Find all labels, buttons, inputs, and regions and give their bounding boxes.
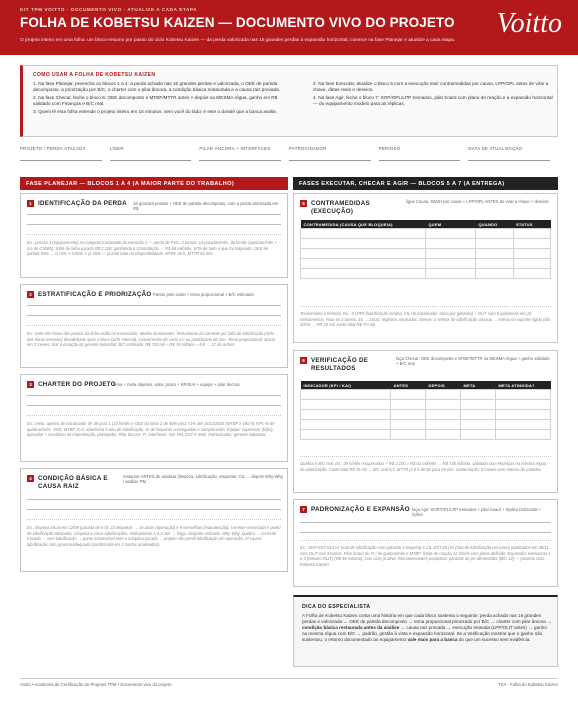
table-row: [301, 269, 551, 279]
meta-label: PERÍODO: [378, 146, 401, 151]
table-cell[interactable]: [301, 410, 391, 420]
table-row: [301, 400, 551, 410]
table-cell[interactable]: [496, 390, 551, 400]
how-to-left-column: [33, 81, 293, 117]
table-cell[interactable]: [301, 390, 391, 400]
meta-label: PATROCINADOR: [289, 146, 327, 151]
expert-tip-text: [302, 613, 552, 643]
table-cell[interactable]: [426, 410, 461, 420]
voitto-logo: Voitto: [496, 8, 562, 39]
meta-line: [110, 160, 192, 161]
table-cell[interactable]: [461, 390, 496, 400]
block-6-verification: [293, 350, 558, 493]
page-title: FOLHA DE KOBETSU KAIZEN — DOCUMENTO VIVO DO PROJETO: [20, 15, 455, 30]
header-kicker: KIT TPM VOITTO · DOCUMENTO VIVO · ATUALIZE A CADA ETAPA: [20, 7, 198, 12]
write-line[interactable]: [27, 224, 281, 225]
table-cell[interactable]: [476, 239, 514, 249]
meta-line: [379, 160, 461, 161]
how-to-step: 3. Quem lê esta folha entende o projeto inteiro em 15 minutos, sem você do lado: é este o dossiê que a banca avalia.: [33, 109, 277, 115]
meta-field-period[interactable]: [379, 146, 469, 166]
write-line[interactable]: [27, 509, 281, 510]
write-line[interactable]: [300, 456, 551, 457]
block-number: 3: [27, 381, 34, 388]
meta-field-sponsor[interactable]: [289, 146, 379, 166]
table-row: [301, 410, 551, 420]
block-title: VERIFICAÇÃO DE RESULTADOS: [311, 357, 369, 372]
table-cell[interactable]: [461, 400, 496, 410]
expert-tip-box: [293, 595, 558, 667]
block-title: CONDIÇÃO BÁSICA E CAUSA RAIZ: [38, 475, 108, 490]
block-example: Ex.: limpeza inicial em 12/09 (parada de 6 h): 23 etiquetas → 14 azuis (operação) e 9 vermelhas (manutenção); corrente ressecada e ponto de lubrificação obstruído. Limpeza e cinco lubrificações. Alinhamento a 0,3 mm → folga, conjunto esticado. Why-Why: quebra → corrente travada → sem lubrificação → ponto inacessível sem a máquina parada → projeto não prevê lubrificação em operação. 2ª causa: lubrificação com graxa inadequada (confirmada em 3 modos analisados).: [27, 525, 281, 547]
table-header: QUANDO: [476, 220, 514, 229]
table-cell[interactable]: [496, 410, 551, 420]
table-cell[interactable]: [513, 249, 551, 259]
table-cell[interactable]: [301, 430, 391, 440]
how-to-use-box: [20, 65, 558, 137]
table-cell[interactable]: [426, 400, 461, 410]
table-cell[interactable]: [301, 229, 426, 239]
table-cell[interactable]: [426, 390, 461, 400]
block-2-stratification: [20, 284, 288, 368]
phase-plan-bar: FASE PLANEJAR — BLOCOS 1 A 4 (A MAIOR PARTE DO TRABALHO): [20, 177, 288, 190]
how-to-step: 2. Na fase Checar, feche o bloco 6: OEE decomposto e MTBF/MTTR antes × depois na MESMA régua, ganho em R$ validado com Finanças e B/C real.: [33, 95, 278, 107]
block-title: PADRONIZAÇÃO E EXPANSÃO: [311, 506, 410, 513]
footer-left: Voitto • Academia de Certificação de Projetos TPM • Documento vivo do projeto: [20, 682, 172, 687]
table-cell[interactable]: [461, 410, 496, 420]
table-row: [301, 259, 551, 269]
block-hint: ligue Causa, 5W2H por causa + LPP/OPL ANTES de virar a chave + desvios: [406, 199, 549, 204]
block-title: IDENTIFICAÇÃO DA PERDA: [38, 200, 127, 207]
expert-text: A Folha de Kobetsu Kaizen conta uma história em que cada bloco sustenta o seguinte: perda achada nas 16 grandes perdas e valorizada → OEE de partida decomposto → tema proporcional priorizado por B/C → charter com pilar âncora →: [302, 613, 552, 625]
block-3-project-charter: [20, 374, 288, 462]
block-title: ESTRATIFICAÇÃO E PRIORIZAÇÃO: [38, 291, 152, 298]
write-line[interactable]: [27, 405, 281, 406]
page-subtitle: O projeto inteiro em uma folha: um bloco-resumo por passo do ciclo Kobetsu Kaizen — da perda valorizada nas 16 grandes perdas à expansão horizontal; comece na fase Planejar e atualize a cada etapa.: [20, 38, 456, 43]
project-meta-row: [20, 146, 558, 166]
table-cell[interactable]: [476, 269, 514, 279]
table-cell[interactable]: [391, 430, 426, 440]
table-cell[interactable]: [426, 269, 476, 279]
table-cell[interactable]: [513, 229, 551, 239]
table-cell[interactable]: [391, 400, 426, 410]
block-4-root-cause: [20, 468, 288, 572]
table-cell[interactable]: [513, 259, 551, 269]
table-cell[interactable]: [426, 259, 476, 269]
countermeasures-table: [300, 220, 551, 279]
meta-field-date[interactable]: [468, 146, 558, 166]
table-cell[interactable]: [426, 229, 476, 239]
meta-field-pillar[interactable]: [199, 146, 289, 166]
table-header: INDICADOR (KPI / KAI): [301, 381, 391, 390]
meta-label: PROJETO / PERDA ATACADA: [20, 146, 86, 151]
table-cell[interactable]: [476, 259, 514, 269]
table-cell[interactable]: [513, 269, 551, 279]
block-number: 7: [300, 506, 307, 513]
write-line[interactable]: [27, 395, 281, 396]
table-cell[interactable]: [301, 239, 426, 249]
block-number: 5: [300, 200, 307, 207]
table-row: [301, 229, 551, 239]
table-header: STATUS: [513, 220, 551, 229]
block-number: 4: [27, 475, 34, 482]
meta-label: PILAR ÂNCORA + INTERFACES: [199, 146, 271, 151]
table-cell[interactable]: [496, 420, 551, 430]
block-title: CHARTER DO PROJETO: [38, 381, 116, 388]
table-cell[interactable]: [426, 430, 461, 440]
table-header: META ATINGIDA?: [496, 381, 551, 390]
table-cell[interactable]: [476, 229, 514, 239]
table-row: [301, 430, 551, 440]
footer-right: TKA - Folha do Kobetsu Kaizen: [498, 682, 558, 687]
write-line[interactable]: [27, 415, 281, 416]
block-example: Ex.: meta: quebra do tracionador de 38 para 1 (15 h/mês e OEE da linha 2 de 56% para 71% até 15/12/2025 (MTBF ≥ 180 h), KPI: % de quebras/mês, OEE, MTBF; KAI: aderência à rota de lubrificação, % de limpezas conseguidas e cumprimento. Equipe: supervisor (líder), operador + mecânico da manutenção, planejador. Pilar âncora: FI; interfaces: AM, PM, EST e SHE. Patrocinador: gerente industrial.: [27, 421, 275, 438]
how-to-step: 2. Na fase Executar, atualize o bloco 5 com a execução real: contramedidas por causa, LPP/OPL antes de virar a chave, datas reais e desvios.: [313, 81, 549, 93]
expert-emphasis: condição básica restaurada antes da análise: [302, 625, 400, 631]
table-cell[interactable]: [301, 269, 426, 279]
table-header: ANTES: [391, 381, 426, 390]
table-cell[interactable]: [426, 249, 476, 259]
table-cell[interactable]: [301, 400, 391, 410]
table-cell[interactable]: [391, 420, 426, 430]
meta-line: [20, 160, 102, 161]
meta-line: [468, 160, 550, 161]
block-title: CONTRAMEDIDAS (EXECUÇÃO): [311, 200, 370, 215]
results-table: [300, 381, 551, 440]
block-hint: tema + meta objetivo, valor, prazo + KPI/KAI + equipe + pilar âncora: [113, 382, 240, 387]
block-7-standardization: [293, 499, 558, 587]
header-banner: [0, 0, 578, 55]
expert-emphasis: vale mais para a banca: [407, 637, 458, 643]
table-cell[interactable]: [476, 249, 514, 259]
meta-line: [289, 160, 371, 161]
table-cell[interactable]: [426, 239, 476, 249]
table-row: [301, 420, 551, 430]
write-line[interactable]: [300, 306, 551, 307]
write-line[interactable]: [27, 315, 281, 316]
block-example: Quebra e B/C real. Ex.: 29 h/mês recuperadas + R$ 2.100 = R$ 61 mil/mês → R$ 730 mil/ano, validado com Finanças na mesma régua da valorização. Custo total R$ 79 mil → B/C real 9,2. MTTR já 9 h de 82 para 64 min. Sustentação: 3 meses sem retorno do paradas.: [300, 461, 547, 472]
table-header: QUEM: [426, 220, 476, 229]
table-cell[interactable]: [301, 249, 426, 259]
block-hint: 16 grandes perdas + OEE de partida decomposto, com a perda valorizada em R$: [133, 201, 279, 212]
write-line[interactable]: [27, 499, 281, 500]
table-row: [301, 390, 551, 400]
write-line[interactable]: [27, 214, 281, 215]
write-line[interactable]: [300, 522, 551, 523]
table-cell[interactable]: [391, 390, 426, 400]
table-cell[interactable]: [513, 239, 551, 249]
block-number: 6: [300, 357, 307, 364]
table-cell[interactable]: [496, 430, 551, 440]
block-5-countermeasures: [293, 193, 558, 343]
table-cell[interactable]: [461, 430, 496, 440]
table-header: META: [461, 381, 496, 390]
table-cell[interactable]: [301, 259, 426, 269]
block-1-loss-identification: [20, 193, 288, 278]
write-line[interactable]: [300, 540, 551, 541]
write-line[interactable]: [27, 234, 281, 235]
meta-label: DATA DE ATUALIZAÇÃO: [468, 146, 523, 151]
block-number: 1: [27, 200, 34, 207]
meta-label: LÍDER: [109, 146, 124, 151]
how-to-step: 1. Na fase Planejar, preencha os blocos 1 a 4: a perda achada nas 16 grandes perdas e valorizada, o OEE de partida decomposto, a priorização por B/C, o charter com o pilar âncora, a condição básica restaurada e a causa raiz provada.: [33, 81, 281, 93]
meta-line: [199, 160, 281, 161]
table-header: DEPOIS: [426, 381, 461, 390]
write-line[interactable]: [300, 532, 551, 533]
table-cell[interactable]: [391, 410, 426, 420]
table-cell[interactable]: [301, 420, 391, 430]
block-hint: faça Checar: OEE decomposto e MTBF/MTTR na MESMA régua + ganho validado + B/C real: [396, 356, 550, 367]
block-hint: restaurar ANTES de analisar (limpeza, lubrificação, etiquetas, CIL → depois Why-Why / análise PM: [123, 474, 283, 485]
block-example: Ex.: 64% das horas dos pontos da linha estão no tracionador. Modos dominantes: fechamento da corrente por falta de lubrificação (42% das horas mensais) desalinhado após a troca (12% mensal), concorrentes de curto 2 e ou partida/ano 60 mm. Tema proporcional: atacar em 3 meses, tirar à duração do gerente industrial. B/C estimado: R$ 735 mil ÷ R$ 74 mil/ano = 8,8 → 17 da ordem.: [27, 331, 276, 348]
how-to-right-column: [313, 81, 553, 109]
block-hint: Pareto pelo custo + tema proporcional + B/C estimado: [153, 292, 254, 297]
how-to-heading: COMO USAR A FOLHA DE KOBETSU KAIZEN: [33, 72, 156, 78]
table-row: [301, 239, 551, 249]
page-footer: [20, 678, 558, 687]
how-to-step: 4. Na fase Agir, feche o bloco 7: SOP/OPL/LPP treinados, pilar board com plano de reação e a expansão horizontal — do equipamento modelo para as réplicas.: [313, 95, 553, 107]
write-line[interactable]: [27, 325, 281, 326]
table-header: CONTRAMEDIDA (CAUSA QUE BLOQUEIA): [301, 220, 426, 229]
meta-field-leader[interactable]: [110, 146, 200, 166]
meta-field-project[interactable]: [20, 146, 110, 166]
block-number: 2: [27, 291, 34, 298]
table-cell[interactable]: [426, 420, 461, 430]
expert-text: → causa raiz provada → execução treinada (LPP/OLIT antes) → ganho na mesma régua com B/C → padrão, gestão à vista e expansão horizontal. Se a Verificação mostrar que o ganho não sustentou, o retorno documentado ao equipamento: [302, 625, 547, 643]
table-cell[interactable]: [496, 400, 551, 410]
block-example: Ex.: SOP-EXT-014 v1 (rota de lubrificação com gabarito e limpeza) e CIL-EXT-03 (v2 (rota de lubrificação por turno) publicados em 08/11, com OLIT nos 3 turnos. Pilar board do FI / de quebra/mês e MTBF; limite de reação 12 h/mês com plano definido. Expansão: extrusoras 1 e 3 (mesmo OLIT) (R$ 48 mil/ano), com ciclo já ativo. Remanescentes propostas: paradas do pó alimentador (B/C 12) — próximo ciclo Kobetsu Kaizen.: [300, 545, 551, 567]
block-hint: faça Agir: SOP/OPL/LPP treinados + pilar board + réplica horizontal + lições: [412, 507, 541, 518]
table-cell[interactable]: [461, 420, 496, 430]
block-example: Treinamento e término. Ex.: 5 LPPs (lubrificação remota, CIL de tracionador, troca por gabarito) + OLIT com 6 quinzenas em 24 treinamentos. Para os 3 turnos. 16 → 16/10, registros assinados. Desvio: o sensor de lubrificação atrasou → entrou no suporte rígido (dia 20/10 → PR 10 mil, custo total R$ 79 mil).: [300, 311, 550, 328]
write-line[interactable]: [27, 305, 281, 306]
expert-tip-heading: DICA DO ESPECIALISTA: [302, 604, 371, 610]
expert-text: do que um sucesso sem evidência.: [457, 637, 531, 643]
table-row: [301, 249, 551, 259]
write-line[interactable]: [27, 519, 281, 520]
block-example: Ex.: prensa 3 (equipamento) no conjunto tracionado da extrusão 2 — perda de PVC, 3 turnos: 14 paradas/mês, 38 h/mês (quebras/mês > 0,6 do CMMS); linha de linha parada R$ 2.100; ganhando a Contratação → R$ 68 mil/mês, 67% de tudo o que foi mapeado. OEE de partida 54% → 0,71% × 0,90% × (2,45% — já está bate na Disponibilidade, MTBF 46 h, MTTR 82 min.: [27, 240, 277, 257]
phase-execute-bar: FASES EXECUTAR, CHECAR E AGIR — BLOCOS 5 A 7 (A ENTREGA): [293, 177, 558, 190]
